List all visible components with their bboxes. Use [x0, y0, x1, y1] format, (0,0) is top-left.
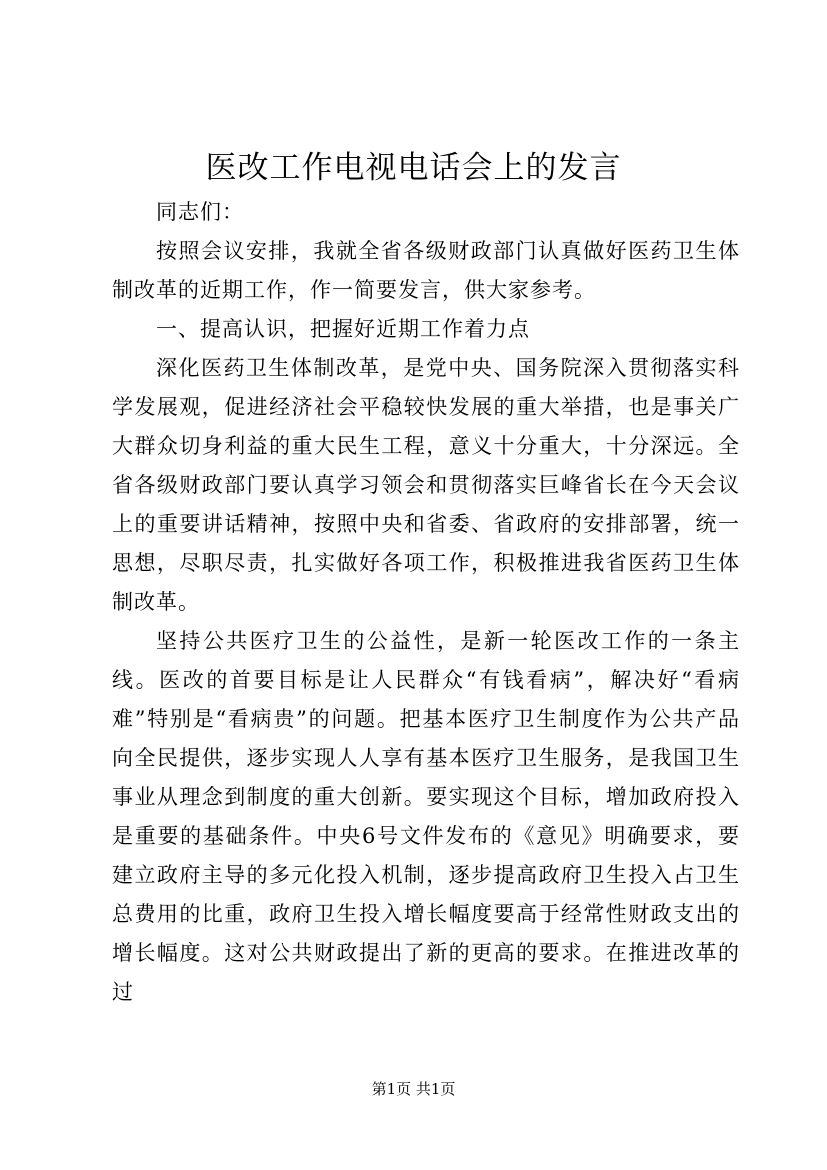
document-body — [112, 193, 740, 1012]
section-heading: 一、提高认识，把握好近期工作着力点 — [156, 317, 530, 341]
page-footer: 第1页 共1页 — [371, 1080, 456, 1098]
document-title: 医改工作电视电话会上的发言 — [205, 150, 622, 186]
salutation: 同志们： — [156, 200, 244, 224]
paragraph: 坚持公共医疗卫生的公益性，是新一轮医改工作的一条主线。医改的首要目标是让人民群众“有钱看病”，解决好“看病难”特别是“看病贵”的问题。把基本医疗卫生制度作为公共产品向全民提供，逐步实现人人享有基本医疗卫生服务，是我国卫生事业从理念到制度的重大创新。要实现这个目标，增加政府投入是重要的基础条件。中央6号文件发布的《意见》明确要求，要建立政府主导的多元化投入机制，逐步提高政府卫生投入占卫生总费用的比重，政府卫生投入增长幅度要高于经常性财政支出的增长幅度。这对公共财政提出了新的更高的要求。在推进改革的过 — [112, 629, 740, 1004]
paragraph: 按照会议安排，我就全省各级财政部门认真做好医药卫生体制改革的近期工作，作一简要发言，供大家参考。 — [112, 239, 740, 302]
paragraph: 深化医药卫生体制改革，是党中央、国务院深入贯彻落实科学发展观，促进经济社会平稳较快发展的重大举措，也是事关广大群众切身利益的重大民生工程，意义十分重大，十分深远。全省各级财政部门要认真学习领会和贯彻落实巨峰省长在今天会议上的重要讲话精神，按照中央和省委、省政府的安排部署，统一思想，尽职尽责，扎实做好各项工作，积极推进我省医药卫生体制改革。 — [112, 356, 740, 614]
